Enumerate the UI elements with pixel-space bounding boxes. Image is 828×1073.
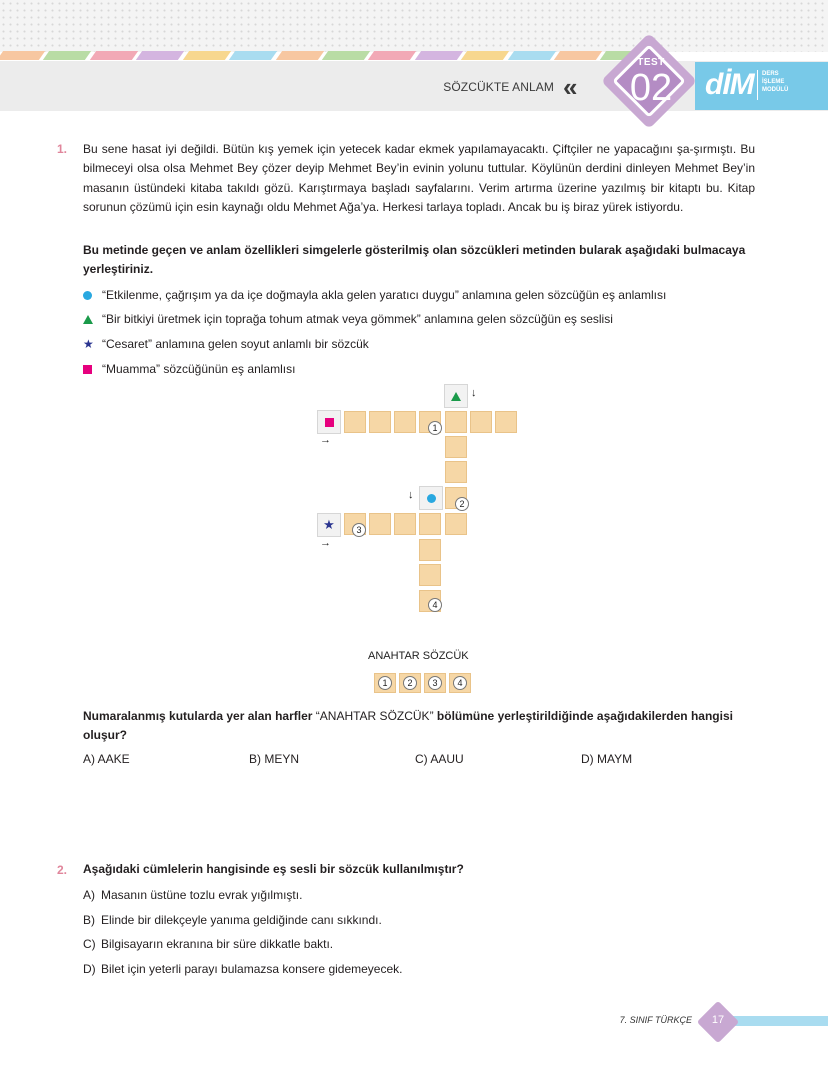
answer-option-d[interactable]: D) MAYM bbox=[581, 752, 633, 766]
blue-circle-icon bbox=[83, 291, 92, 300]
header-color-stripe bbox=[0, 51, 650, 60]
crossword-cell[interactable] bbox=[444, 435, 468, 459]
crossword-cell[interactable] bbox=[393, 410, 417, 434]
key-word-box[interactable] bbox=[373, 672, 397, 694]
green-triangle-icon bbox=[83, 315, 93, 324]
clue-text: “Etkilenme, çağrışım ya da içe doğmayla akla gelen yaratıcı duygu” anlamına gelen sözcüğün eş anlamlısı bbox=[102, 288, 667, 302]
option-letter: B) bbox=[83, 913, 95, 927]
answer-option-b[interactable]: B) MEYN bbox=[249, 752, 300, 766]
page-number: 17 bbox=[711, 1014, 725, 1026]
section-title: SÖZCÜKTE ANLAM bbox=[443, 80, 554, 94]
blue-circle-icon bbox=[427, 494, 436, 503]
crossword-number-3: 3 bbox=[352, 523, 366, 537]
key-number: 4 bbox=[453, 676, 467, 690]
stripe-segment bbox=[554, 51, 603, 60]
crossword-cell[interactable] bbox=[368, 410, 392, 434]
brand-subtitle-line: İŞLEME bbox=[762, 79, 785, 85]
stripe-segment bbox=[183, 51, 232, 60]
stripe-segment bbox=[229, 51, 278, 60]
star-icon: ★ bbox=[323, 517, 335, 532]
arrow-right-icon: → bbox=[320, 537, 331, 549]
answer-option-d[interactable] bbox=[83, 962, 402, 976]
question-1-passage: Bu sene hasat iyi değildi. Bütün kış yemek için yetecek kadar ekmek yapılamayacaktı. Çiftçiler ne yapacağını şa-şırmıştı. Bu bilmeceyi olsa olsa Mehmet Bey çözer deyip Mehmet Bey’in evinin yolunu tuttular. Köylünün derdini dinleyen Mehmet Bey’in masanın üstündeki kitaba takıldı gözü. Karıştırmaya başladı sayfalarını. Verim artırma üzerine yazılmış bir kitaptı bu. Kitap sorunun çözümü için esin kaynağı oldu Mehmet Ağa’ya. Herkesi tarlaya topladı. Ancak bu iş biraz yürek istiyordu. bbox=[83, 142, 755, 215]
green-triangle-icon bbox=[451, 392, 461, 401]
question-2-number: 2. bbox=[57, 863, 68, 877]
footer-book-title: 7. SINIF TÜRKÇE bbox=[619, 1015, 692, 1025]
answer-option-b[interactable] bbox=[83, 913, 382, 927]
stripe-segment bbox=[136, 51, 185, 60]
option-text: Bilgisayarın ekranına bir süre dikkatle baktı. bbox=[101, 937, 334, 951]
crossword-cell[interactable] bbox=[444, 512, 468, 536]
stripe-segment bbox=[415, 51, 464, 60]
stripe-segment bbox=[322, 51, 371, 60]
crossword-cell[interactable] bbox=[494, 410, 518, 434]
star-icon: ★ bbox=[83, 337, 94, 351]
key-number: 1 bbox=[378, 676, 392, 690]
stripe-segment bbox=[461, 51, 510, 60]
crossword-number-1: 1 bbox=[428, 421, 442, 435]
arrow-right-icon: → bbox=[320, 434, 331, 446]
crossword-cell[interactable] bbox=[469, 410, 493, 434]
brand-subtitle-line: MODÜLÜ bbox=[762, 87, 789, 93]
header-dot-pattern bbox=[0, 0, 828, 52]
stripe-segment bbox=[90, 51, 139, 60]
stripe-segment bbox=[275, 51, 324, 60]
crossword-cell[interactable] bbox=[343, 410, 367, 434]
arrow-down-icon: ↓ bbox=[471, 387, 477, 399]
brand-separator bbox=[757, 70, 758, 100]
key-number: 3 bbox=[428, 676, 442, 690]
key-word-box[interactable] bbox=[448, 672, 472, 694]
option-letter: C) bbox=[83, 937, 96, 951]
clue-star bbox=[83, 336, 369, 352]
clue-circle bbox=[83, 287, 666, 303]
pink-square-icon bbox=[325, 418, 334, 427]
key-word-title: ANAHTAR SÖZCÜK bbox=[368, 650, 469, 662]
crossword-number-2: 2 bbox=[455, 497, 469, 511]
option-text: Elinde bir dilekçeyle yanıma geldiğinde canı sıkkındı. bbox=[101, 913, 382, 927]
stripe-segment bbox=[0, 51, 46, 60]
brand-subtitle-line: DERS bbox=[762, 71, 779, 77]
key-word-box[interactable] bbox=[423, 672, 447, 694]
pink-square-icon bbox=[83, 365, 92, 374]
stripe-segment bbox=[43, 51, 92, 60]
test-number: 02 bbox=[629, 67, 673, 109]
clue-triangle bbox=[83, 311, 613, 327]
stripe-segment bbox=[368, 51, 417, 60]
question-1-instruction: Bu metinde geçen ve anlam özellikleri simgelerle gösterilmiş olan sözcükleri metinden bularak aşağıdaki bulmacaya yerleştiriniz. bbox=[83, 243, 746, 276]
option-letter: A) bbox=[83, 888, 95, 902]
answer-option-a[interactable]: A) AAKE bbox=[83, 752, 130, 766]
prompt-part: bölümüne yerleştirildiğinde aşağıdakilerden hangisi oluşur? bbox=[83, 709, 733, 742]
crossword-cell[interactable] bbox=[368, 512, 392, 536]
crossword-cell[interactable] bbox=[418, 538, 442, 562]
option-letter: D) bbox=[83, 962, 96, 976]
crossword-clue-square bbox=[317, 410, 341, 434]
crossword-cell[interactable] bbox=[418, 563, 442, 587]
prompt-part: “ANAHTAR SÖZCÜK” bbox=[315, 709, 434, 723]
test-badge bbox=[603, 35, 699, 131]
double-chevron-left-icon: « bbox=[563, 72, 570, 102]
prompt-part: Numaralanmış kutularda yer alan harfler bbox=[83, 709, 313, 723]
option-text: Masanın üstüne tozlu evrak yığılmıştı. bbox=[101, 888, 303, 902]
answer-option-c[interactable]: C) AAUU bbox=[415, 752, 464, 766]
crossword-cell[interactable] bbox=[393, 512, 417, 536]
crossword-clue-star bbox=[317, 513, 341, 537]
crossword-cell[interactable] bbox=[418, 512, 442, 536]
question-2-prompt: Aşağıdaki cümlelerin hangisinde eş sesli bir sözcük kullanılmıştır? bbox=[83, 862, 464, 876]
crossword-clue-circle bbox=[419, 486, 443, 510]
clue-text: “Muamma” sözcüğünün eş anlamlısı bbox=[102, 362, 296, 376]
test-label: TEST bbox=[637, 57, 665, 68]
answer-option-c[interactable] bbox=[83, 937, 333, 951]
crossword-cell[interactable] bbox=[444, 410, 468, 434]
footer-bar bbox=[733, 1016, 828, 1026]
stripe-segment bbox=[507, 51, 556, 60]
clue-text: “Cesaret” anlamına gelen soyut anlamlı bir sözcük bbox=[102, 337, 369, 351]
option-text: Bilet için yeterli parayı bulamazsa konsere gidemeyecek. bbox=[101, 962, 403, 976]
brand-logo: dİM bbox=[705, 68, 754, 101]
clue-text: “Bir bitkiyi üretmek için toprağa tohum atmak veya gömmek” anlamına gelen sözcüğün eş seslisi bbox=[102, 312, 613, 326]
crossword-cell[interactable] bbox=[444, 460, 468, 484]
key-number: 2 bbox=[403, 676, 417, 690]
question-1-number: 1. bbox=[57, 142, 68, 156]
clue-square bbox=[83, 361, 295, 377]
crossword-number-4: 4 bbox=[428, 598, 442, 612]
crossword-clue-triangle bbox=[444, 384, 468, 408]
brand-subtitle bbox=[762, 70, 788, 94]
answer-option-a[interactable] bbox=[83, 888, 302, 902]
question-1-prompt bbox=[83, 707, 755, 745]
arrow-down-icon: ↓ bbox=[408, 489, 414, 501]
key-word-box[interactable] bbox=[398, 672, 422, 694]
